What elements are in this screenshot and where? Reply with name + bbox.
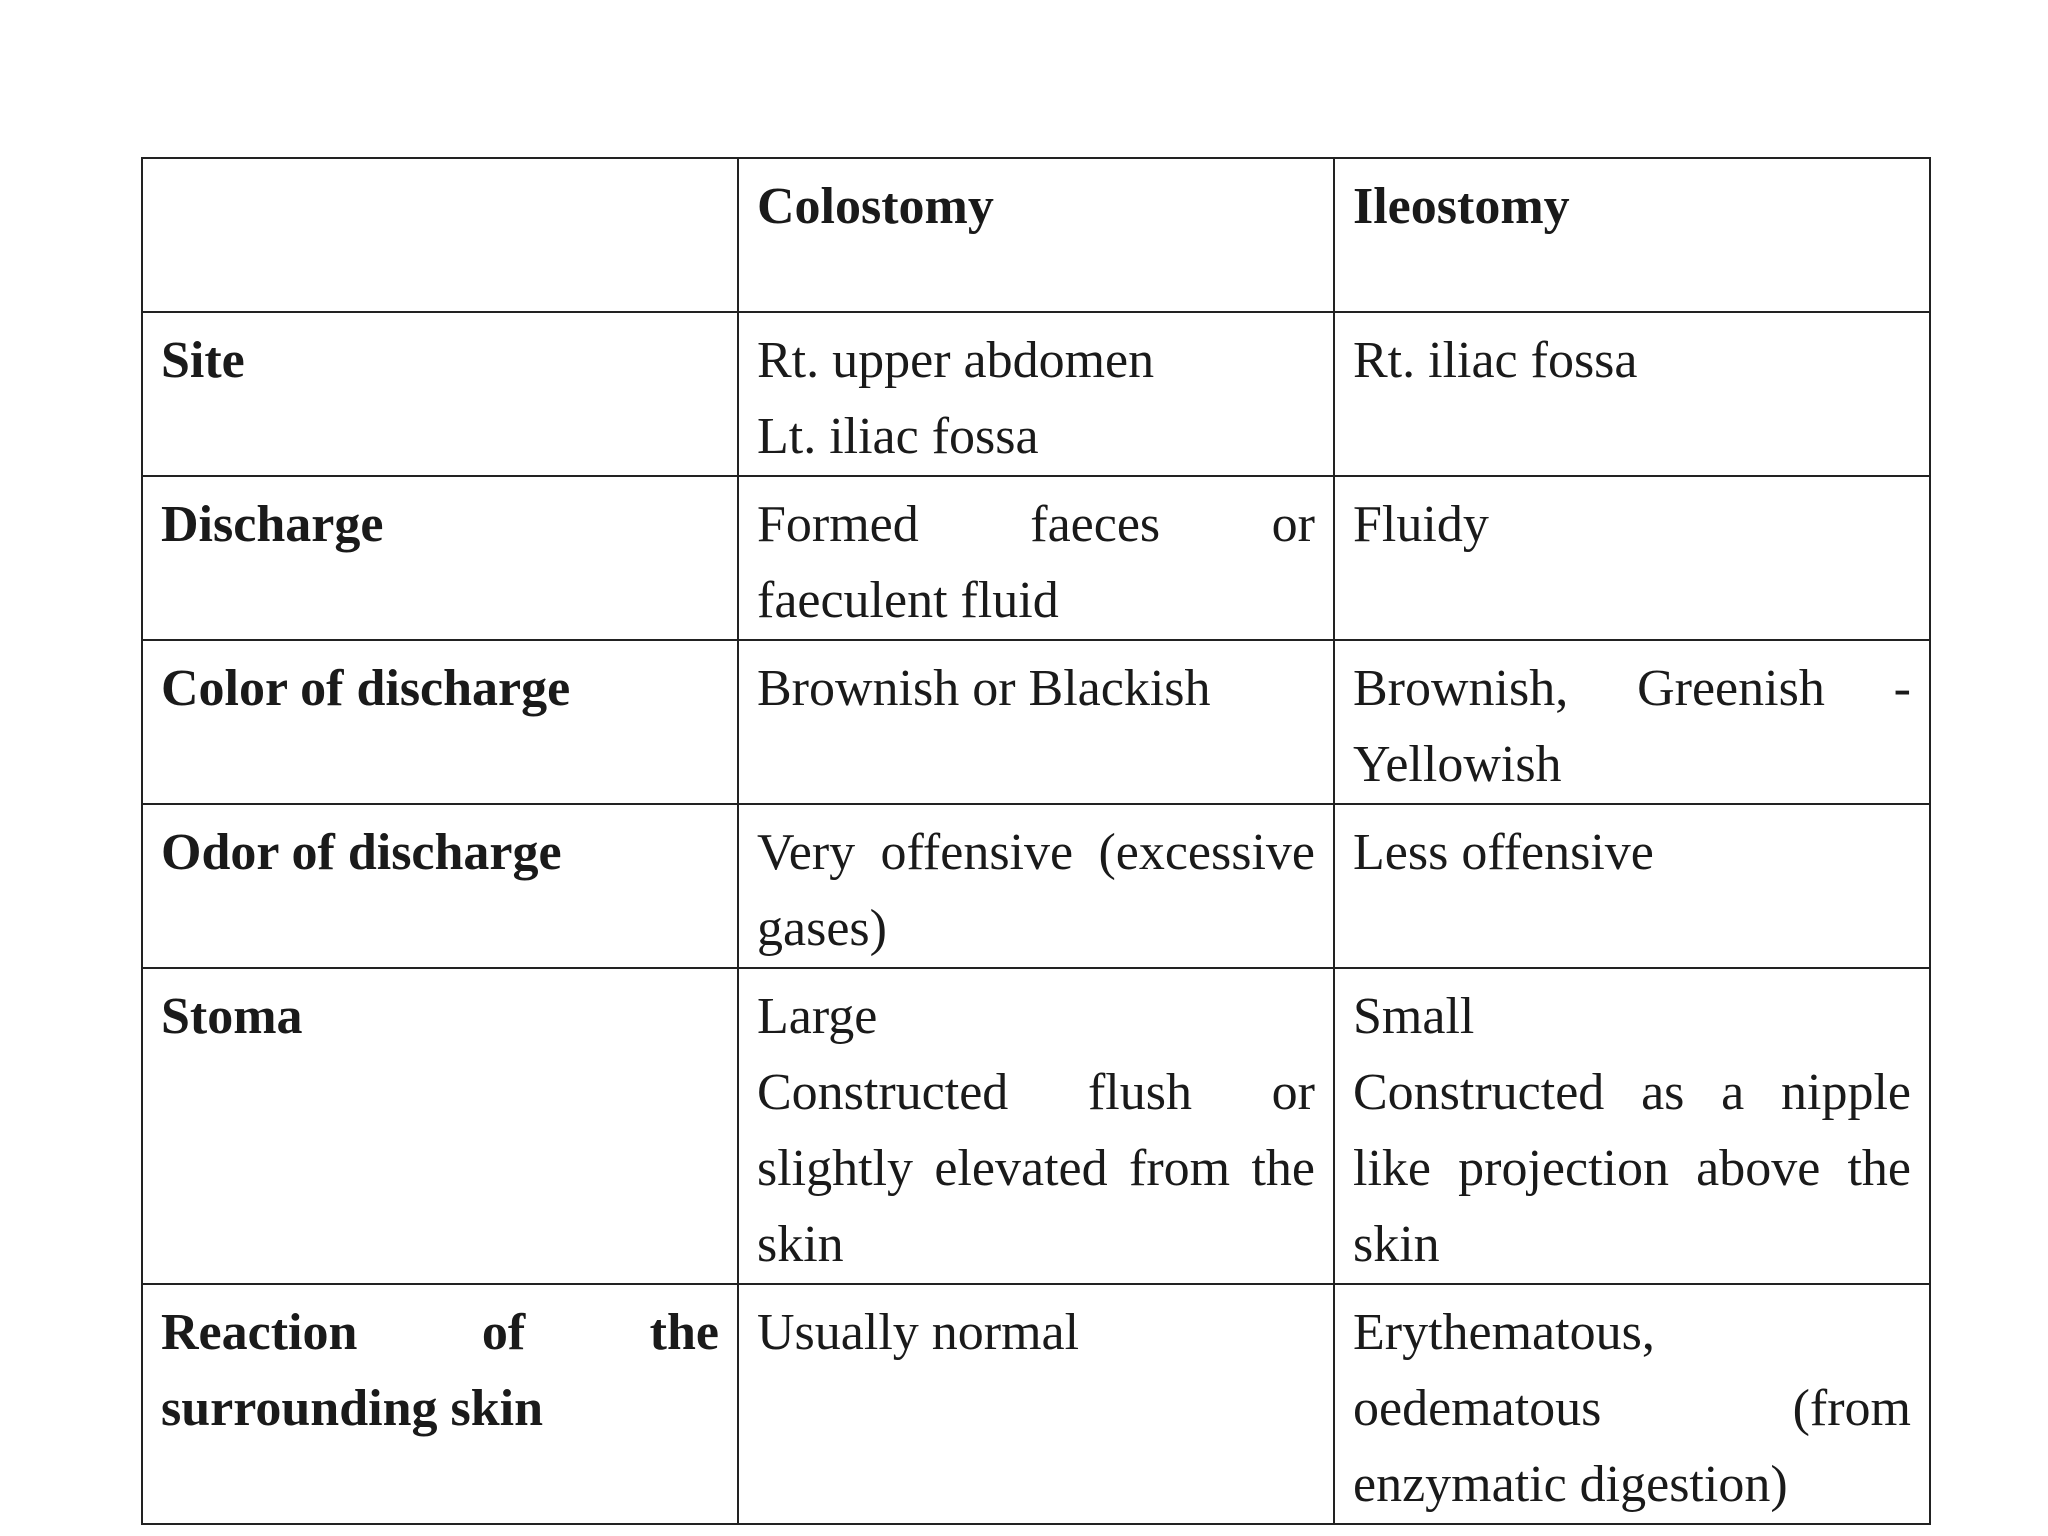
row-label: Color of discharge [142, 640, 738, 804]
ileostomy-cell [1334, 476, 1930, 640]
cell-text: Brownish, Greenish - Yellowish [1353, 660, 1911, 793]
row-label: Discharge [142, 476, 738, 640]
cell-line: Lt. iliac fossa [757, 408, 1039, 465]
ileostomy-cell [1334, 640, 1930, 804]
row-label: Stoma [142, 968, 738, 1284]
row-label: Reaction of the surrounding skin [142, 1284, 738, 1524]
ileostomy-cell [1334, 312, 1930, 476]
cell-line: Usually normal [757, 1304, 1080, 1361]
row-label: Site [142, 312, 738, 476]
header-colostomy: Colostomy [738, 158, 1334, 312]
ileostomy-cell [1334, 804, 1930, 968]
cell-line: Brownish or Blackish [757, 660, 1211, 717]
cell-text: Constructed as a nipple like projection above the skin [1353, 1064, 1911, 1273]
cell-line: Rt. iliac fossa [1353, 332, 1638, 389]
cell-text: Very offensive (excessive gases) [757, 824, 1315, 957]
header-blank-cell [142, 158, 738, 312]
table-row-color [142, 640, 1930, 804]
colostomy-cell [738, 312, 1334, 476]
table-row-site [142, 312, 1930, 476]
cell-text: Erythematous, oedematous (from enzymatic digestion) [1353, 1304, 1911, 1513]
cell-line: Small [1353, 988, 1475, 1045]
table-row-discharge [142, 476, 1930, 640]
cell-line: Large [757, 988, 878, 1045]
row-label: Odor of discharge [142, 804, 738, 968]
colostomy-cell [738, 968, 1334, 1284]
comparison-table [141, 157, 1931, 1525]
ileostomy-cell [1334, 1284, 1930, 1524]
colostomy-cell [738, 476, 1334, 640]
cell-text: Formed faeces or faeculent fluid [757, 496, 1315, 629]
table-row-odor [142, 804, 1930, 968]
table-row-stoma [142, 968, 1930, 1284]
cell-line: Fluidy [1353, 496, 1489, 553]
cell-line: Less offensive [1353, 824, 1654, 881]
table-header-row [142, 158, 1930, 312]
cell-text: Constructed flush or slightly elevated from the skin [757, 1064, 1315, 1273]
colostomy-cell [738, 640, 1334, 804]
table-row-reaction [142, 1284, 1930, 1524]
colostomy-cell [738, 1284, 1334, 1524]
ileostomy-cell [1334, 968, 1930, 1284]
header-ileostomy: Ileostomy [1334, 158, 1930, 312]
cell-line: Rt. upper abdomen [757, 332, 1155, 389]
colostomy-cell [738, 804, 1334, 968]
